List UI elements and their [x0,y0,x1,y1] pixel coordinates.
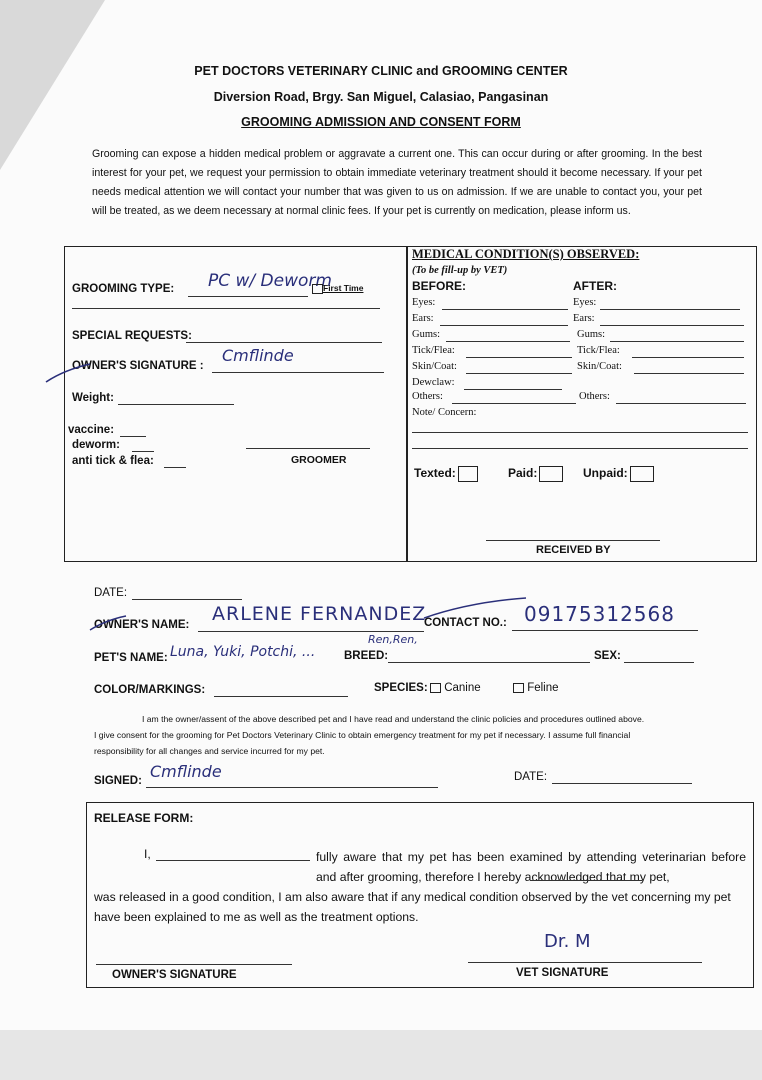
feline-checkbox[interactable] [513,683,524,693]
before-ears: Ears: [412,313,434,324]
weight-field[interactable] [118,404,234,405]
texted-checkbox[interactable] [414,466,478,482]
breed-value[interactable]: Ren,Ren, [368,633,418,646]
intro-paragraph: Grooming can expose a hidden medical problem or aggravate a current one. This can occur during or after grooming. In the best interest for your pet, we request your permission to obtain immediate veterinary treatment should it become necessary. If your pet needs medical attention we will contact your number that was given to us on admission. If we are unable to contact you, your pet will be treated, as we deem necessary at normal clinic fees. If your pet is currently on medication, please inform us. [92,148,702,217]
consent-date-field[interactable] [552,783,692,784]
signed-value: Cmflinde [150,762,222,781]
release-name-field[interactable] [156,860,310,861]
after-tick-flea: Tick/Flea: [577,345,620,356]
consent-line-3: responsibility for all changes and service incurred for my pet. [94,746,325,756]
owner-signature-value: Cmflinde [222,346,294,365]
owner-name-label: OWNER'S NAME: [94,619,190,631]
clinic-address: Diversion Road, Brgy. San Miguel, Calasiao, Pangasinan [213,90,549,104]
pen-stroke-mark-2 [88,612,128,634]
vet-signature-label: VET SIGNATURE [516,967,609,979]
release-i-label: I, [144,847,151,861]
date-label: DATE: [94,587,128,599]
before-eyes: Eyes: [412,297,436,308]
received-by-label: RECEIVED BY [536,544,611,556]
medical-subtitle: (To be fill-up by VET) [412,265,508,276]
pen-stroke-mark-3 [420,596,530,622]
medical-title: MEDICAL CONDITION(S) OBSERVED: [412,247,640,261]
species-label: SPECIES: [374,682,428,694]
sex-field[interactable] [624,662,694,663]
after-ears: Ears: [573,313,595,324]
release-text-2: was released in a good condition, I am also aware that if any medical condition observed by the vet concerning my pet have been explained to me as well as the treatment options. [94,890,731,924]
after-gums: Gums: [577,329,606,340]
vet-signature-value: Dr. M [544,931,591,952]
after-skin-coat: Skin/Coat: [577,361,622,372]
paid-box[interactable] [539,466,563,482]
pet-name-label: PET'S NAME: [94,652,168,664]
vaccine-label: vaccine: [68,424,115,436]
feline-option[interactable] [513,682,559,694]
grooming-type-value[interactable]: PC w/ Deworm [208,271,332,291]
release-pet-field[interactable] [530,880,642,881]
unpaid-box[interactable] [630,466,654,482]
before-tick-flea: Tick/Flea: [412,345,455,356]
release-owner-signature-label: OWNER'S SIGNATURE [112,969,237,981]
owner-name-value[interactable]: ARLENE FERNANDEZ [212,603,427,625]
after-others: Others: [579,391,610,402]
special-requests-label: SPECIAL REQUESTS: [72,330,192,342]
feline-label: Feline [527,682,559,694]
form-title: GROOMING ADMISSION AND CONSENT FORM [241,115,521,129]
release-text-1: fully aware that my pet has been examined by attending veterinarian before and after grooming, therefore I hereby acknowledged that my pet, [316,850,746,884]
pen-stroke-mark [44,360,92,386]
before-skin-coat: Skin/Coat: [412,361,457,372]
owner-signature-label: OWNER'S SIGNATURE : [72,360,204,372]
canine-checkbox[interactable] [430,683,441,693]
before-label: BEFORE: [412,279,466,293]
groomer-label: GROOMER [291,454,347,466]
special-requests-field[interactable] [186,342,382,343]
contact-label: CONTACT NO.: [424,617,507,629]
note-concern-label: Note/ Concern: [412,407,477,418]
date-field[interactable] [132,599,242,600]
pet-name-value[interactable]: Luna, Yuki, Potchi, ... [170,644,316,660]
before-others: Others: [412,391,443,402]
contact-value[interactable]: 09175312568 [524,602,675,626]
unpaid-label: Unpaid: [583,466,628,481]
note-line-2[interactable] [412,448,748,449]
clinic-name: PET DOCTORS VETERINARY CLINIC and GROOMING CENTER [194,64,568,78]
weight-label: Weight: [72,392,114,404]
consent-line-2: I give consent for the grooming for Pet Doctors Veterinary Clinic to obtain emergency treatment for my pet if necessary. I assume full financial [94,730,631,740]
consent-date-label: DATE: [514,771,548,783]
before-dewclaw: Dewclaw: [412,377,455,388]
anti-tick-label: anti tick & flea: [72,455,154,467]
first-time-checkbox[interactable] [312,283,363,294]
texted-box[interactable] [458,466,478,482]
paid-checkbox[interactable] [508,466,563,482]
before-gums: Gums: [412,329,441,340]
first-time-label: First Time [323,283,364,293]
first-time-box[interactable] [312,284,323,294]
breed-label: BREED: [344,650,389,662]
page-corner-shadow [0,0,105,170]
grooming-type-label: GROOMING TYPE: [72,283,175,295]
note-line-1[interactable] [412,432,748,433]
after-eyes: Eyes: [573,297,597,308]
canine-option[interactable] [430,682,481,694]
after-label: AFTER: [573,279,617,293]
sex-label: SEX: [594,650,621,662]
medical-box [406,246,757,562]
unpaid-checkbox[interactable] [583,466,654,482]
signed-label: SIGNED: [94,775,142,787]
color-markings-label: COLOR/MARKINGS: [94,684,206,696]
consent-line-1: I am the owner/assent of the above described pet and I have read and understand the clinic policies and procedures outlined above. [142,714,645,724]
texted-label: Texted: [414,466,456,481]
deworm-label: deworm: [72,439,120,451]
release-title: RELEASE FORM: [94,811,194,825]
paid-label: Paid: [508,466,538,481]
color-markings-field[interactable] [214,696,348,697]
canine-label: Canine [444,682,481,694]
